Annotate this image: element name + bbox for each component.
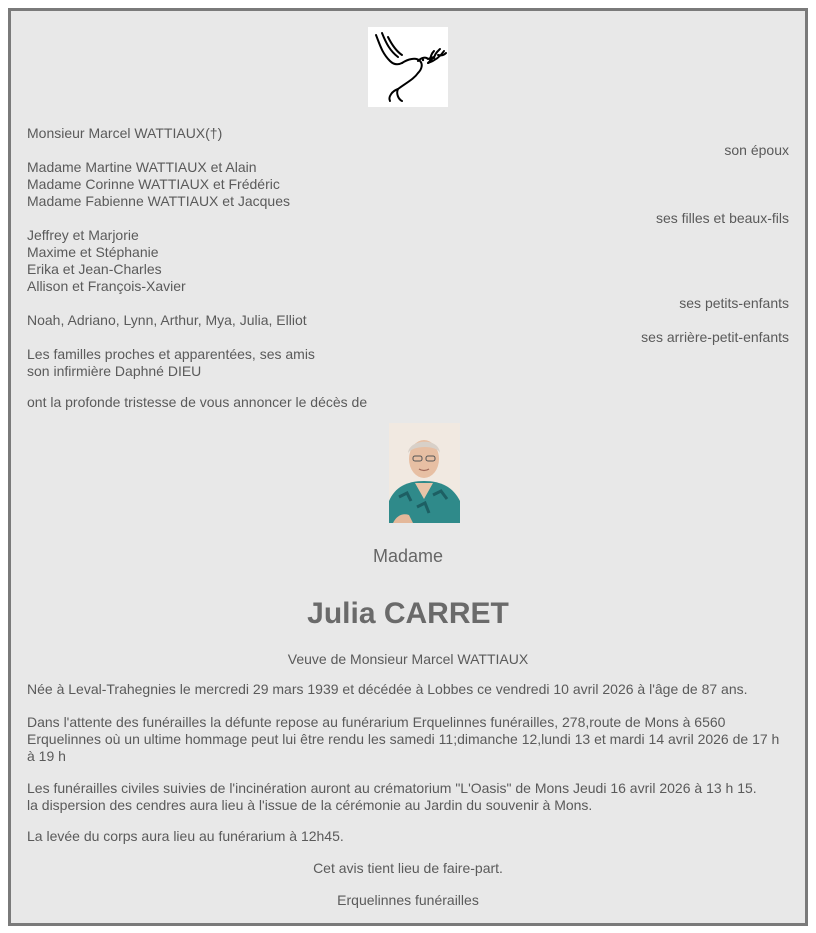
obituary-card — [8, 8, 808, 926]
great-grandchildren-line: Noah, Adriano, Lynn, Arthur, Mya, Julia, Elliot — [27, 312, 307, 328]
faire-part-notice: Cet avis tient lieu de faire-part. — [313, 860, 503, 876]
grandchild-line: Jeffrey et Marjorie — [27, 227, 139, 243]
daughters-role: ses filles et beaux-fils — [655, 210, 789, 226]
birth-death-text: Née à Leval-Trahegnies le mercredi 29 mars 1939 et décédée à Lobbes ce vendredi 10 avril 2026 à l'âge de 87 ans. — [27, 681, 748, 697]
deceased-name: Julia CARRET — [307, 597, 509, 630]
deceased-honorific: Madame — [372, 546, 444, 566]
levee-text: La levée du corps aura lieu au funérarium à 12h45. — [27, 828, 344, 844]
repose-text: Dans l'attente des funérailles la défunte repose au funérarium Erquelinnes funérailles, 278,route de Mons à 6560 Erquelinnes où un ultime hommage peut lui être rendu les samedi 11;dimanche 12,lundi 13 et mardi 14 avril 2026 de 17 h à 19 h — [27, 714, 780, 764]
funeral-text: Les funérailles civiles suivies de l'incinération auront au crématorium "L'Oasis" de Mons Jeudi 16 avril 2026 à 13 h 15. — [27, 780, 757, 796]
daughter-line: Madame Martine WATTIAUX et Alain — [27, 159, 257, 175]
daughter-line: Madame Fabienne WATTIAUX et Jacques — [27, 193, 290, 209]
announcement-text: ont la profonde tristesse de vous annoncer le décès de — [27, 394, 368, 410]
ashes-text: la dispersion des cendres aura lieu à l'issue de la cérémonie au Jardin du souvenir à Mons. — [27, 797, 593, 813]
funeral-home-name: Erquelinnes funérailles — [337, 892, 479, 908]
widow-of: Veuve de Monsieur Marcel WATTIAUX — [287, 651, 529, 667]
grandchild-line: Erika et Jean-Charles — [27, 261, 162, 277]
dove-icon — [368, 27, 448, 107]
grandchild-line: Maxime et Stéphanie — [27, 244, 159, 260]
spouse-role: son époux — [724, 142, 789, 158]
grandchildren-role: ses petits-enfants — [679, 295, 789, 311]
spouse-line: Monsieur Marcel WATTIAUX(†) — [27, 125, 223, 141]
great-grandchildren-role: ses arrière-petit-enfants — [641, 329, 789, 345]
others-line: son infirmière Daphné DIEU — [27, 363, 202, 379]
grandchild-line: Allison et François-Xavier — [27, 278, 186, 294]
others-line: Les familles proches et apparentées, ses amis — [27, 346, 315, 362]
daughter-line: Madame Corinne WATTIAUX et Frédéric — [27, 176, 280, 192]
deceased-photo — [389, 423, 460, 523]
